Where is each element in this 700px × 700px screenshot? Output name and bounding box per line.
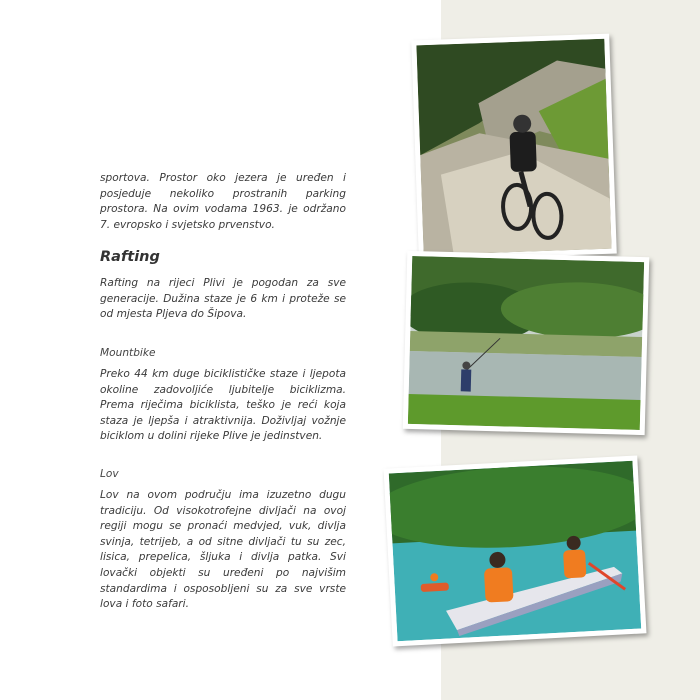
photo-canoe xyxy=(384,455,647,646)
paragraph-mountbike: Preko 44 km duge biciklističke staze i ljepota okoline zadovoljiće ljubitelje biciklizma. Prema riječima biciklista, teško je reći koja staza je ljepša i atraktivnija. Doživljaj vožnje biciklom u dolini rijeke Plive je jedinstven. xyxy=(100,368,346,443)
photo-fishing-lake xyxy=(403,251,650,435)
paragraph-rafting: Rafting na rijeci Plivi je pogodan za sve generacije. Dužina staze je 6 km i proteže se od mjesta Pljeva do Šipova. xyxy=(100,277,346,321)
heading-rafting: Rafting xyxy=(100,249,160,265)
heading-lov: Lov xyxy=(100,468,119,480)
intro-paragraph: sportova. Prostor oko jezera je uređen i posjeduje nekoliko prostranih parking prostora. Na ovim vodama 1963. je održano 7. evropsko i svjetsko prvenstvo. xyxy=(100,172,346,231)
heading-mountbike: Mountbike xyxy=(100,347,156,359)
photo-mountain-biker xyxy=(411,34,617,261)
canoe-image xyxy=(389,461,641,642)
paragraph-lov: Lov na ovom području ima izuzetno dugu tradiciju. Od visokotrofejne divljači na ovoj regiji mogu se pronaći medvjed, vuk, divlja svinja, tetrijeb, a od sitne divljači tu su zec, lisica, prepelica, šljuka i divlja patka. Svi lovački objekti su uređeni po najvišim standardima i osposobljeni su za sve vrste lova i foto safari. xyxy=(100,489,346,611)
fishing-lake-image xyxy=(408,256,644,430)
mountain-biker-image xyxy=(416,39,611,255)
